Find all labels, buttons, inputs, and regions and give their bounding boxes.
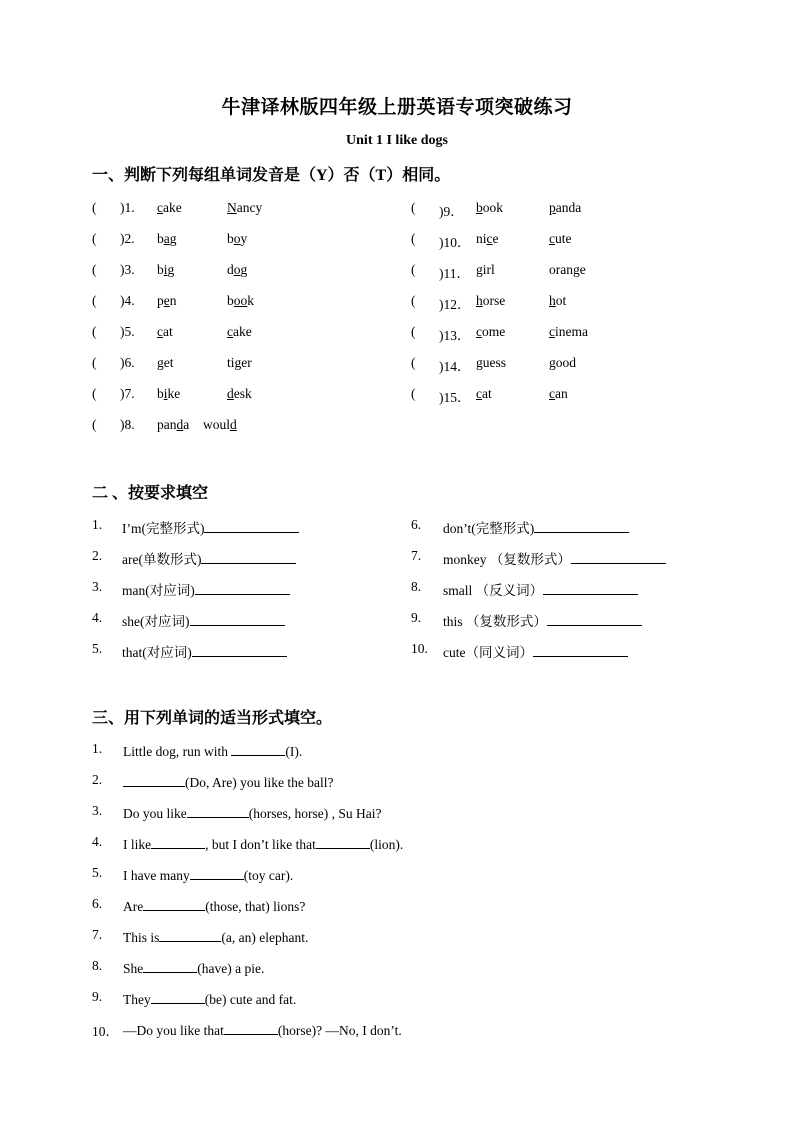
word-two: desk [227,386,252,401]
item-number: )9． [439,204,464,219]
answer-paren[interactable]: ( [92,386,97,401]
word-two: cute [549,231,572,246]
word-two: dog [227,262,248,277]
item-number: )11． [439,266,470,281]
underlined-letters: N [227,200,237,215]
answer-blank[interactable] [204,518,299,533]
sentence-text: They (be) cute and fat. [123,989,296,1008]
word-one: cat [476,386,492,401]
word-one: bag [157,231,177,246]
item-number: )6. [120,355,135,370]
item-prompt: that(对应词) [122,641,287,661]
underlined-letters: o [233,262,241,277]
answer-paren[interactable]: ( [411,355,416,370]
item-number: )15． [439,390,471,405]
answer-blank[interactable] [143,958,197,973]
item-number: 3. [92,579,103,594]
item-number: 7. [92,927,103,942]
answer-paren[interactable]: ( [411,200,416,215]
underlined-letters: h [549,293,556,308]
item-prompt: she(对应词) [122,610,285,630]
item-prompt: small （反义词） [443,579,638,599]
underlined-letters: g [573,262,580,277]
word-one: girl [476,262,495,277]
section3-heading: 三、用下列单词的适当形式填空。 [92,710,333,727]
item-number: )10． [439,235,471,250]
item-prompt: man(对应词) [122,579,290,599]
underlined-letters: h [476,293,483,308]
answer-blank[interactable] [543,580,638,595]
item-number: )14． [439,359,471,374]
answer-blank[interactable] [123,772,185,787]
item-prompt: are(单数形式) [122,548,296,568]
sentence-text: She (have) a pie. [123,958,264,977]
page-title: 牛津译林版四年级上册英语专项突破练习 [221,97,573,118]
answer-blank[interactable] [190,865,244,880]
word-one: bike [157,386,181,401]
item-number: 6. [411,517,422,532]
answer-blank[interactable] [151,834,205,849]
section1-heading: 一、判断下列每组单词发音是（Y）否（T）相同。 [92,167,451,184]
word-two: book [227,293,254,308]
answer-paren[interactable]: ( [92,293,97,308]
item-number: )5. [120,324,135,339]
sentence-text: Are (those, that) lions? [123,896,305,915]
underlined-letters: d [176,417,184,432]
underlined-letters: d [227,386,234,401]
item-number: 4. [92,610,103,625]
sentence-text: This is (a, an) elephant. [123,927,308,946]
answer-paren[interactable]: ( [411,386,416,401]
underlined-letters: a [163,231,170,246]
word-two: boy [227,231,248,246]
item-prompt: monkey （复数形式） [443,548,666,568]
underlined-letters: e [163,293,170,308]
item-prompt: I’m(完整形式) [122,517,299,537]
underlined-letters: c [476,324,482,339]
item-number: 9. [92,989,103,1004]
sentence-text: Little dog, run with (I). [123,741,302,760]
word-two: can [549,386,568,401]
word-two: tiger [227,355,252,370]
underlined-letters: d [230,417,237,432]
item-number: 2. [92,772,103,787]
underlined-letters: c [227,324,233,339]
answer-blank[interactable] [190,611,285,626]
sentence-text: —Do you like that (horse)? —No, I don’t. [123,1020,402,1039]
underlined-letters: c [549,231,555,246]
underlined-letters: i [163,262,168,277]
item-number: 8. [411,579,422,594]
sentence-text: I have many (toy car). [123,865,293,884]
answer-blank[interactable] [224,1020,278,1035]
sentence-text: Do you like (horses, horse) , Su Hai? [123,803,381,822]
answer-paren[interactable]: ( [411,324,416,339]
word-two: orange [549,262,586,277]
item-prompt: this （复数形式） [443,610,642,630]
word-one: book [476,200,503,215]
word-one: horse [476,293,506,308]
underlined-letters: oo [233,293,248,308]
item-number: )12． [439,297,471,312]
answer-blank[interactable] [151,989,205,1004]
item-number: 5. [92,865,103,880]
underlined-letters: c [549,386,555,401]
item-number: )13． [439,328,471,343]
word-one: nice [476,231,499,246]
answer-blank[interactable] [187,803,249,818]
answer-blank[interactable] [571,549,666,564]
answer-blank[interactable] [195,580,290,595]
underlined-letters: g [476,355,483,370]
item-prompt: don’t(完整形式) [443,517,629,537]
word-two: Nancy [227,200,263,215]
section2-heading: 二 、按要求填空 [92,485,209,502]
item-number: 6. [92,896,103,911]
word-one: cake [157,200,182,215]
underlined-letters: b [476,200,483,215]
underlined-letters: c [549,324,555,339]
item-number: 10． [92,1024,119,1039]
underlined-letters: g [234,355,242,370]
item-number: 3. [92,803,103,818]
underlined-letters: c [476,386,482,401]
item-number: )7. [120,386,135,401]
item-number: )1. [120,200,135,215]
sentence-text: I like , but I don’t like that (lion). [123,834,403,853]
answer-paren[interactable]: ( [411,293,416,308]
word-two: cake [227,324,252,339]
item-number: 1. [92,741,103,756]
item-number: 10. [411,641,428,656]
underlined-letters: c [157,324,163,339]
answer-paren[interactable]: ( [92,262,97,277]
word-two: cinema [549,324,588,339]
item-number: 7. [411,548,422,563]
underlined-letters: g [476,262,483,277]
word-two: would [203,417,237,432]
word-one: pen [157,293,177,308]
word-one: get [157,355,174,370]
word-two: good [549,355,576,370]
answer-blank[interactable] [201,549,296,564]
item-number: 9. [411,610,422,625]
underlined-letters: p [549,200,556,215]
underlined-letters: i [163,386,168,401]
answer-paren[interactable]: ( [92,200,97,215]
sentence-text: (Do, Are) you like the ball? [123,772,333,791]
unit-subtitle: Unit 1 I like dogs [346,133,448,148]
underlined-letters: c [157,200,163,215]
answer-blank[interactable] [192,642,287,657]
answer-blank[interactable] [231,741,285,756]
answer-paren[interactable]: ( [411,262,416,277]
item-number: 4. [92,834,103,849]
word-one: big [157,262,175,277]
item-number: 5. [92,641,103,656]
word-one: come [476,324,506,339]
item-number: )3. [120,262,135,277]
underlined-letters: c [486,231,493,246]
answer-blank[interactable] [143,896,205,911]
answer-blank[interactable] [159,927,221,942]
word-two: hot [549,293,567,308]
word-two: panda [549,200,582,215]
answer-blank[interactable] [547,611,642,626]
item-prompt: cute（同义词） [443,641,628,661]
answer-paren[interactable]: ( [92,231,97,246]
item-number: )4. [120,293,135,308]
answer-paren[interactable]: ( [92,324,97,339]
answer-paren[interactable]: ( [92,355,97,370]
underlined-letters: g [157,355,164,370]
word-one: guess [476,355,506,370]
answer-blank[interactable] [534,518,629,533]
underlined-letters: o [233,231,241,246]
item-number: )8. [120,417,135,432]
item-number: 8. [92,958,103,973]
underlined-letters: g [549,355,556,370]
word-one: panda [157,417,190,432]
item-number: 1. [92,517,103,532]
answer-paren[interactable]: ( [92,417,97,432]
answer-blank[interactable] [533,642,628,657]
answer-blank[interactable] [316,834,370,849]
item-number: )2. [120,231,135,246]
item-number: 2. [92,548,103,563]
answer-paren[interactable]: ( [411,231,416,246]
word-one: cat [157,324,173,339]
